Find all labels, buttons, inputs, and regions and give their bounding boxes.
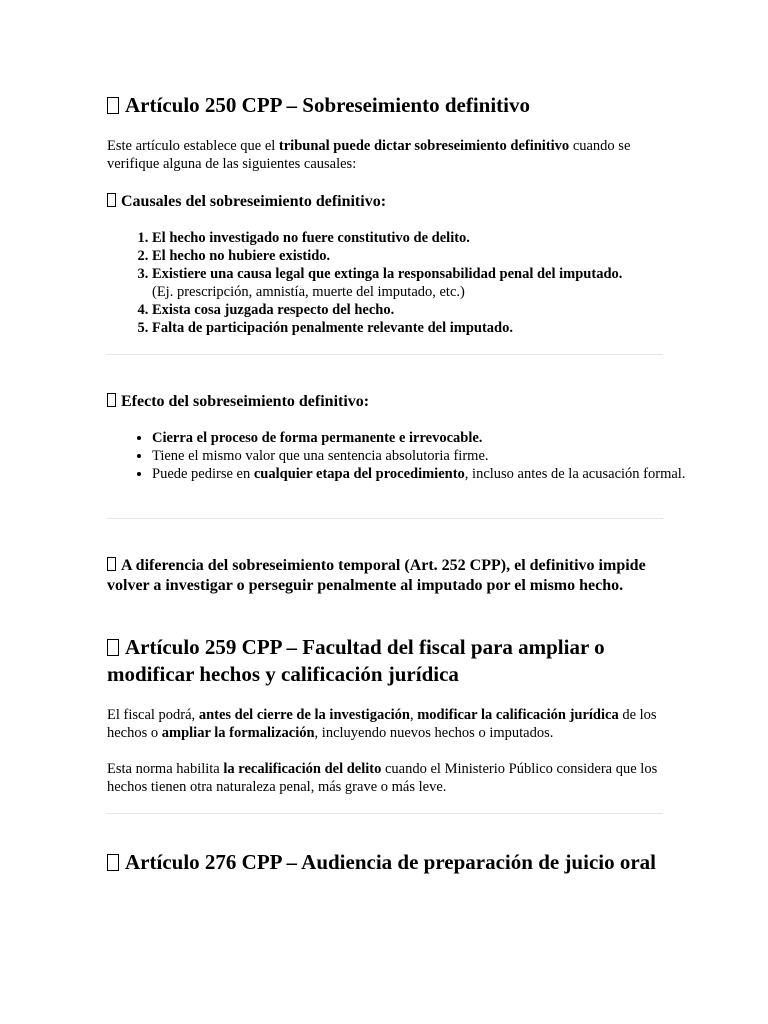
emoji-placeholder-icon [107,393,116,407]
article-259-paragraph-1: El fiscal podrá, antes del cierre de la investigación, modificar la calificación jurídica de los hechos o ampliar la formalización, incluyendo nuevos hechos o imputados. [107,707,657,741]
causales-heading: Causales del sobreseimiento definitivo: [107,192,663,212]
emoji-placeholder-icon [107,193,116,207]
list-item: 4. Exista cosa juzgada respecto del hecho. [152,301,708,319]
divider [107,813,663,814]
list-item: 3. Existiere una causa legal que extinga la responsabilidad penal del imputado. (Ej. prescripción, amnistía, muerte del imputado, etc.) [152,265,708,301]
article-250-title: Artículo 250 CPP – Sobreseimiento definitivo [107,92,663,119]
emoji-placeholder-icon [107,557,116,571]
list-item: • Puede pedirse en cualquier etapa del procedimiento, incluso antes de la acusación formal. [152,465,708,483]
emoji-placeholder-icon [107,97,119,114]
causales-list [107,229,708,337]
efecto-heading: Efecto del sobreseimiento definitivo: [107,392,663,412]
list-item: 5. Falta de participación penalmente relevante del imputado. [152,319,708,337]
diferencia-note: A diferencia del sobreseimiento temporal (Art. 252 CPP), el definitivo impide volver a investigar o perseguir penalmente al imputado por el mismo hecho. [107,557,646,594]
article-259-title: Artículo 259 CPP – Facultad del fiscal para ampliar o modificar hechos y calificación jurídica [107,635,605,686]
efecto-list [107,429,708,483]
causal-note: (Ej. prescripción, amnistía, muerte del imputado, etc.) [152,284,465,300]
article-259-paragraph-2: Esta norma habilita la recalificación del delito cuando el Ministerio Público considera que los hechos tienen otra naturaleza penal, más grave o más leve. [107,761,658,795]
emoji-placeholder-icon [107,854,119,871]
divider [107,518,663,519]
article-250-intro: Este artículo establece que el tribunal puede dictar sobreseimiento definitivo cuando se verifique alguna de las siguientes causales: [107,138,631,172]
article-276-title: Artículo 276 CPP – Audiencia de preparación de juicio oral [107,849,663,876]
divider [107,354,663,355]
emoji-placeholder-icon [107,639,119,656]
list-item: 1. El hecho investigado no fuere constitutivo de delito. [152,229,708,247]
list-item: • Tiene el mismo valor que una sentencia absolutoria firme. [152,447,708,465]
list-item: 2. El hecho no hubiere existido. [152,247,708,265]
list-item: • Cierra el proceso de forma permanente e irrevocable. [152,429,708,447]
